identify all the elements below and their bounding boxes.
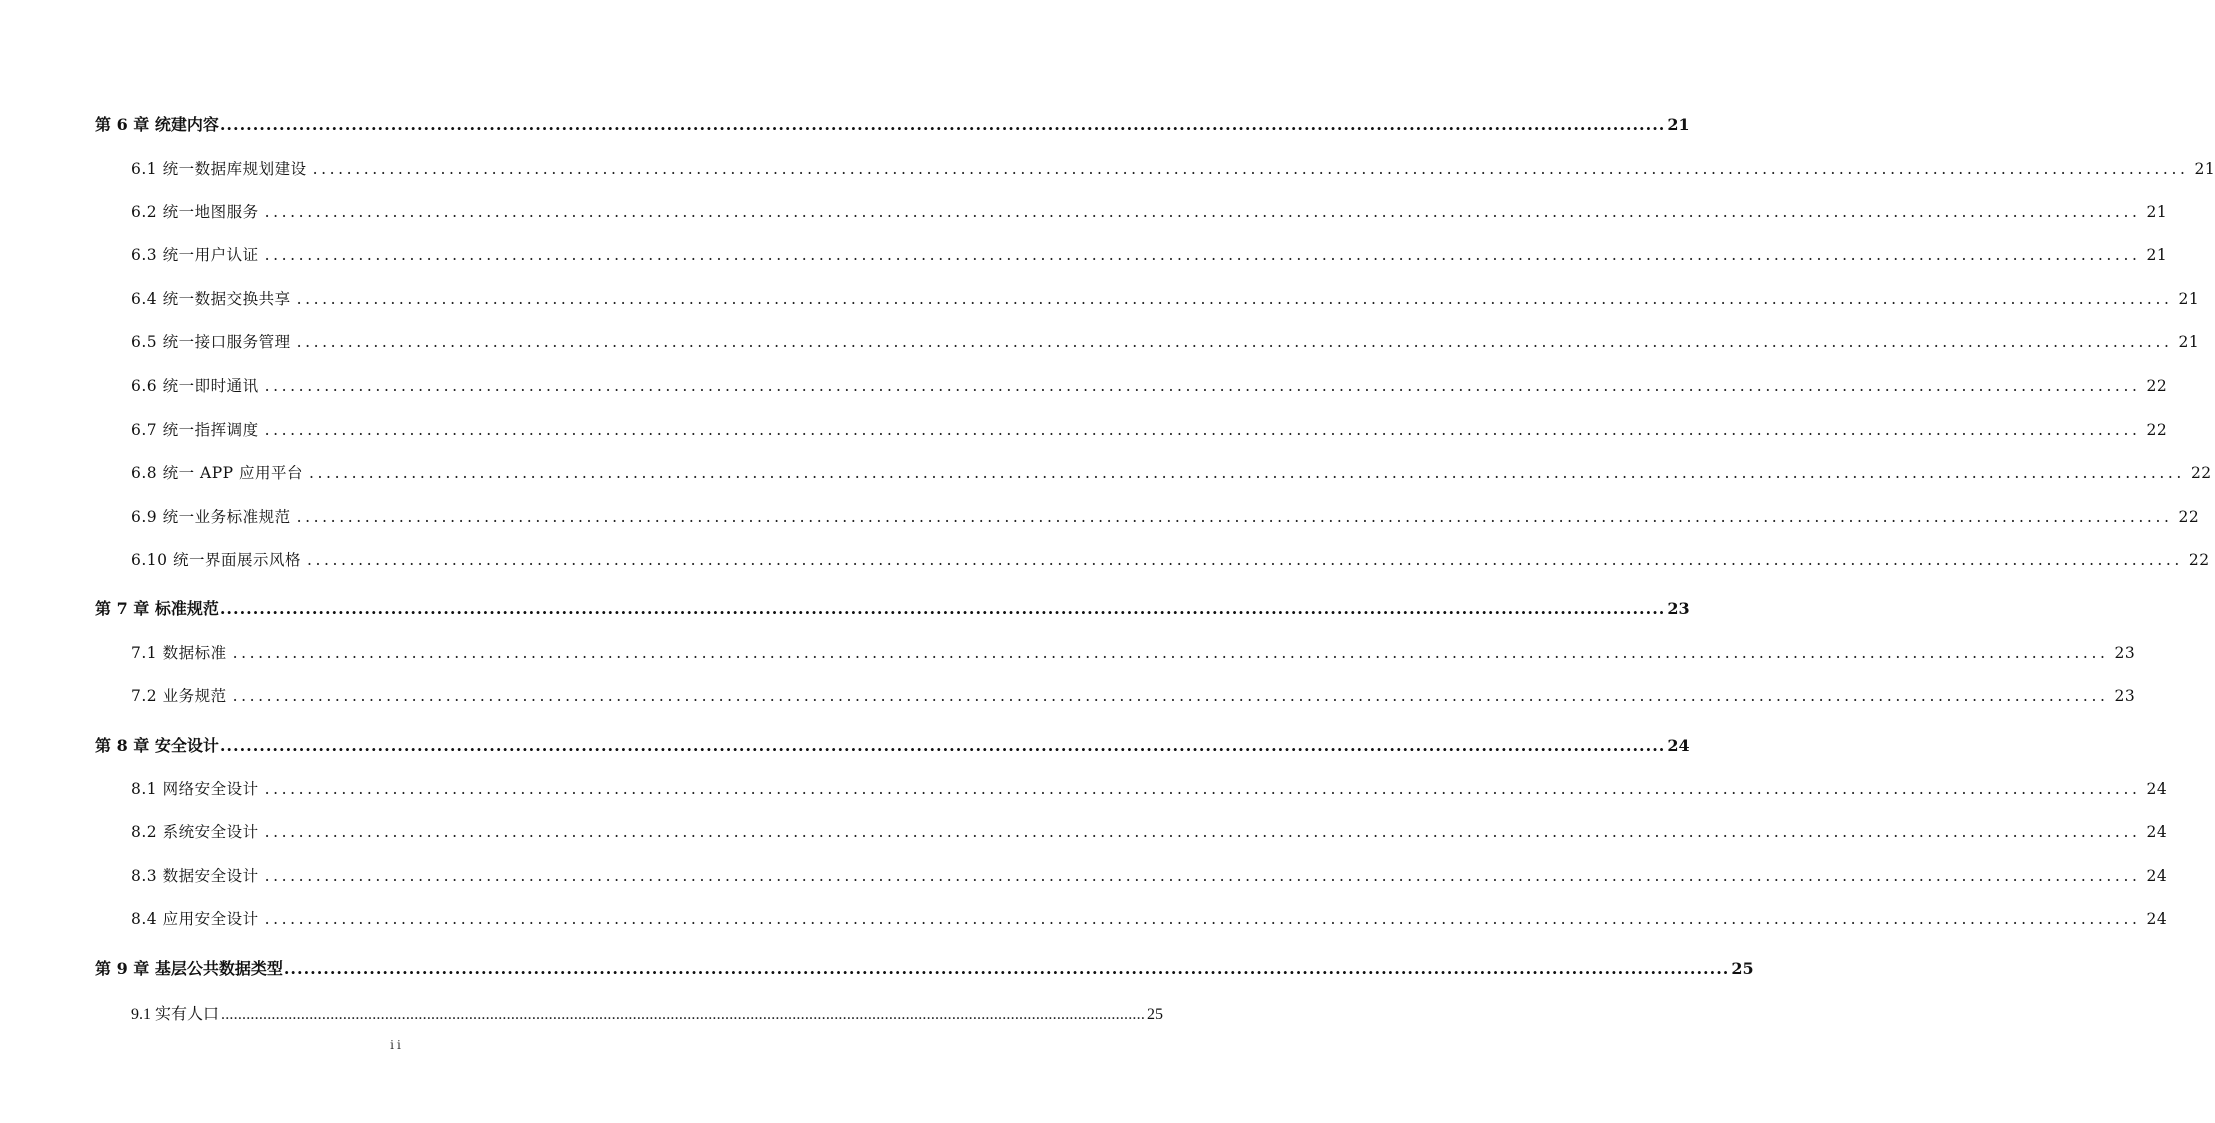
toc-entry-label: 6.9 统一业务标准规范: [131, 508, 291, 526]
toc-page-number: 24: [2146, 823, 2168, 841]
toc-page-number: 21: [2146, 203, 2168, 221]
toc-page-number: 25: [1731, 959, 1754, 978]
toc-dot-leader: ............................................................................................................................................................................................................................: [221, 1006, 1146, 1023]
toc-section-entry[interactable]: [131, 157, 2215, 179]
toc-dot-leader: ............................................................................................................................................................................................................................: [264, 421, 2141, 439]
toc-section-entry[interactable]: [131, 641, 2136, 663]
toc-page-number: 24: [2146, 910, 2168, 928]
toc-entry-label: 6.4 统一数据交换共享: [131, 290, 291, 308]
toc-entry-label: 6.6 统一即时通讯: [131, 377, 259, 395]
toc-entry-label: 9.1 实有人口: [131, 1006, 220, 1023]
toc-entry-label: 8.1 网络安全设计: [131, 780, 259, 798]
toc-section-entry[interactable]: [131, 418, 2168, 440]
toc-page-number: 23: [2114, 644, 2136, 662]
toc-section-entry[interactable]: [131, 820, 2168, 842]
toc-entry-label: 第 9 章 基层公共数据类型: [95, 959, 283, 978]
toc-page-number: 22: [2178, 508, 2200, 526]
toc-dot-leader: ............................................................................................................................................................................................................................: [219, 599, 1666, 618]
toc-section-entry[interactable]: [131, 505, 2200, 527]
toc-dot-leader: ............................................................................................................................................................................................................................: [264, 867, 2141, 885]
toc-page-number: 22: [2190, 464, 2212, 482]
toc-section-entry[interactable]: [131, 461, 2212, 483]
toc-page-number: 25: [1147, 1006, 1164, 1023]
toc-entry-label: 6.5 统一接口服务管理: [131, 333, 291, 351]
toc-dot-leader: ............................................................................................................................................................................................................................: [232, 687, 2109, 705]
toc-chapter-entry[interactable]: [95, 733, 1690, 756]
toc-section-entry[interactable]: [131, 287, 2200, 309]
toc-dot-leader: ............................................................................................................................................................................................................................: [219, 115, 1666, 134]
toc-section-entry[interactable]: [131, 907, 2168, 929]
toc-page-number: 24: [2146, 867, 2168, 885]
toc-entry-label: 7.1 数据标准: [131, 644, 227, 662]
toc-page-number: 24: [2146, 780, 2168, 798]
toc-page-number: 22: [2146, 421, 2168, 439]
toc-section-entry[interactable]: [131, 1001, 1164, 1024]
toc-dot-leader: ............................................................................................................................................................................................................................: [264, 780, 2141, 798]
toc-chapter-entry[interactable]: [95, 112, 1690, 135]
toc-page-number: 21: [2146, 246, 2168, 264]
toc-page-number: 21: [1667, 115, 1690, 134]
toc-dot-leader: ............................................................................................................................................................................................................................: [306, 551, 2183, 569]
toc-dot-leader: ............................................................................................................................................................................................................................: [264, 246, 2141, 264]
toc-dot-leader: ............................................................................................................................................................................................................................: [296, 290, 2173, 308]
toc-section-entry[interactable]: [131, 374, 2168, 396]
toc-page-number: 22: [2188, 551, 2210, 569]
toc-dot-leader: ............................................................................................................................................................................................................................: [283, 959, 1730, 978]
toc-chapter-entry[interactable]: [95, 596, 1690, 619]
toc-entry-label: 8.4 应用安全设计: [131, 910, 259, 928]
toc-page-number: 21: [2178, 290, 2200, 308]
toc-entry-label: 6.10 统一界面展示风格: [131, 551, 301, 569]
toc-page-number: 24: [1667, 736, 1690, 755]
toc-dot-leader: ............................................................................................................................................................................................................................: [232, 644, 2109, 662]
toc-entry-label: 6.3 统一用户认证: [131, 246, 259, 264]
toc-entry-label: 6.2 统一地图服务: [131, 203, 259, 221]
toc-page-number: 23: [2114, 687, 2136, 705]
page-number-footer: ii: [390, 1038, 404, 1052]
toc-entry-label: 6.8 统一 APP 应用平台: [131, 464, 303, 482]
toc-section-entry[interactable]: [131, 200, 2168, 222]
toc-dot-leader: ............................................................................................................................................................................................................................: [296, 333, 2173, 351]
toc-entry-label: 8.3 数据安全设计: [131, 867, 259, 885]
toc-entry-label: 第 6 章 统建内容: [95, 115, 219, 134]
toc-page-number: 22: [2146, 377, 2168, 395]
toc-page-number: 23: [1667, 599, 1690, 618]
toc-entry-label: 7.2 业务规范: [131, 687, 227, 705]
toc-dot-leader: ............................................................................................................................................................................................................................: [296, 508, 2173, 526]
toc-page-number: 21: [2178, 333, 2200, 351]
toc-dot-leader: ............................................................................................................................................................................................................................: [308, 464, 2185, 482]
toc-dot-leader: ............................................................................................................................................................................................................................: [312, 160, 2189, 178]
toc-dot-leader: ............................................................................................................................................................................................................................: [219, 736, 1666, 755]
toc-entry-label: 6.7 统一指挥调度: [131, 421, 259, 439]
toc-dot-leader: ............................................................................................................................................................................................................................: [264, 910, 2141, 928]
toc-entry-label: 第 8 章 安全设计: [95, 736, 219, 755]
toc-entry-label: 8.2 系统安全设计: [131, 823, 259, 841]
toc-section-entry[interactable]: [131, 243, 2168, 265]
toc-section-entry[interactable]: [131, 864, 2168, 886]
toc-section-entry[interactable]: [131, 330, 2200, 352]
toc-page-number: 21: [2194, 160, 2215, 178]
toc-dot-leader: ............................................................................................................................................................................................................................: [264, 203, 2141, 221]
toc-dot-leader: ............................................................................................................................................................................................................................: [264, 377, 2141, 395]
toc-section-entry[interactable]: [131, 548, 2210, 570]
toc-dot-leader: ............................................................................................................................................................................................................................: [264, 823, 2141, 841]
toc-section-entry[interactable]: [131, 684, 2136, 706]
toc-section-entry[interactable]: [131, 777, 2168, 799]
toc-chapter-entry[interactable]: [95, 956, 1754, 979]
toc-entry-label: 第 7 章 标准规范: [95, 599, 219, 618]
toc-entry-label: 6.1 统一数据库规划建设: [131, 160, 307, 178]
